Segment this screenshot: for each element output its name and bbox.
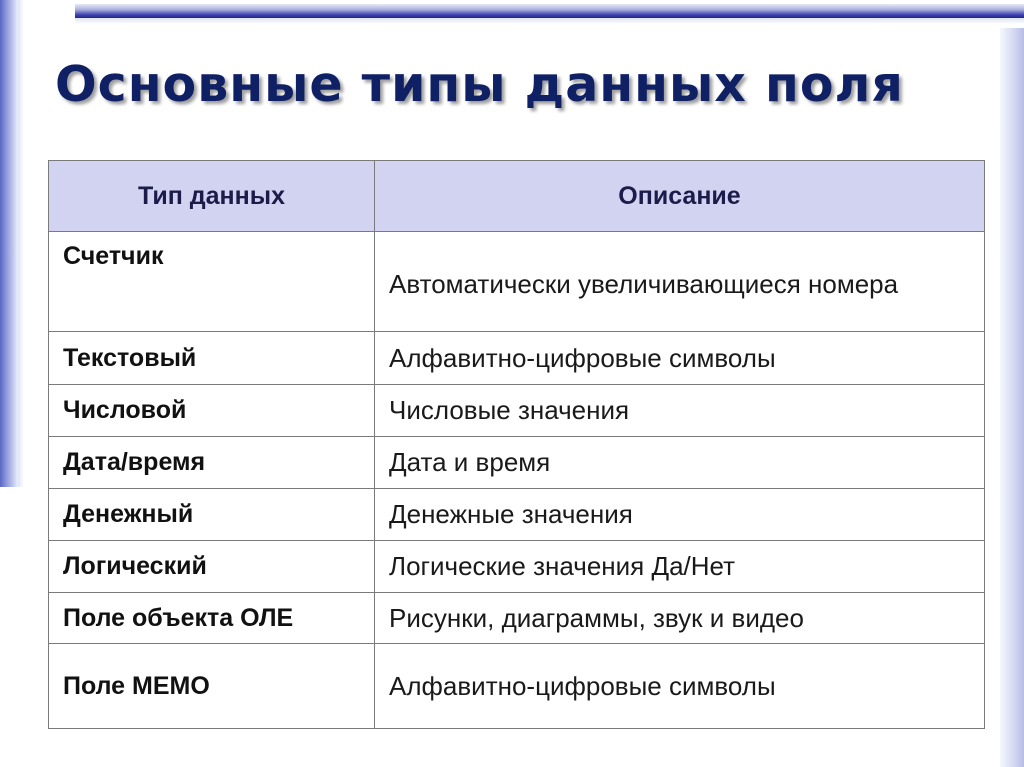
table-row <box>49 232 985 332</box>
cell-description: Алфавитно-цифровые символы <box>375 332 985 385</box>
table-row <box>49 437 985 489</box>
cell-type: Числовой <box>49 385 375 437</box>
table-row <box>49 489 985 541</box>
table-row <box>49 644 985 729</box>
header-description: Описание <box>375 161 985 232</box>
right-decorative-bar <box>1000 28 1024 767</box>
table-row <box>49 593 985 644</box>
cell-type: Поле МЕМО <box>49 644 375 729</box>
cell-description: Алфавитно-цифровые символы <box>375 644 985 729</box>
cell-description: Числовые значения <box>375 385 985 437</box>
header-data-type: Тип данных <box>49 161 375 232</box>
table-header-row <box>49 161 985 232</box>
cell-description: Логические значения Да/Нет <box>375 541 985 593</box>
cell-description: Автоматически увеличивающиеся номера <box>375 232 985 332</box>
table-row <box>49 332 985 385</box>
cell-type: Логический <box>49 541 375 593</box>
page-title: Основные типы данных поля <box>55 56 904 113</box>
cell-type: Текстовый <box>49 332 375 385</box>
cell-type: Дата/время <box>49 437 375 489</box>
cell-type: Поле объекта ОЛЕ <box>49 593 375 644</box>
left-decorative-edge <box>18 0 24 487</box>
top-decorative-bar <box>75 4 1024 18</box>
table-row <box>49 385 985 437</box>
left-decorative-bar <box>0 0 18 487</box>
cell-description: Рисунки, диаграммы, звук и видео <box>375 593 985 644</box>
cell-type: Счетчик <box>49 232 375 332</box>
table-row <box>49 541 985 593</box>
cell-description: Денежные значения <box>375 489 985 541</box>
cell-type: Денежный <box>49 489 375 541</box>
field-types-table <box>48 160 985 729</box>
top-decorative-strip <box>75 18 1024 24</box>
cell-description: Дата и время <box>375 437 985 489</box>
